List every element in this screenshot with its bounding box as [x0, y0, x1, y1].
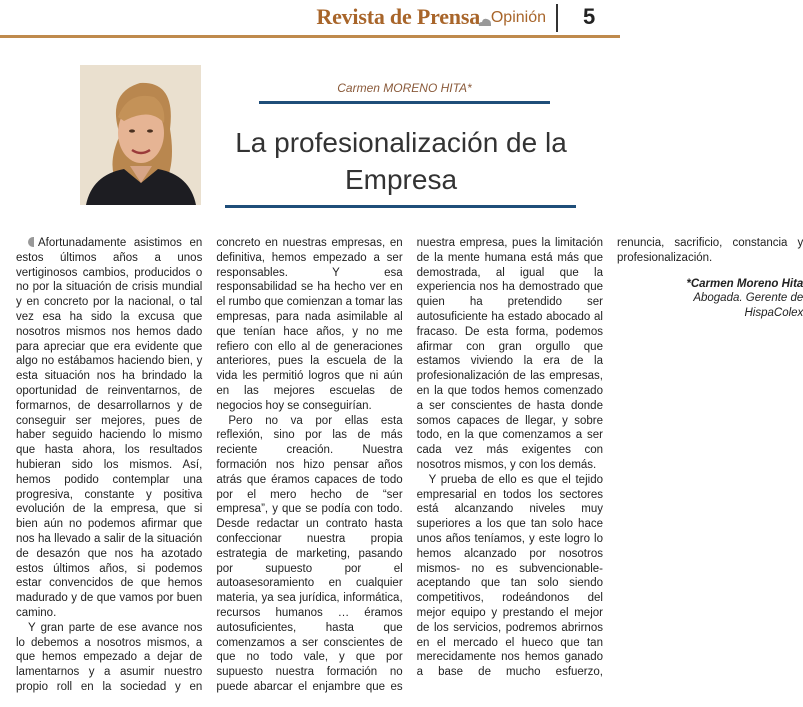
paragraph: Y gran parte de ese avance nos lo debemos a nosotros mismos, a que hemos empezado a dejar de lamentarnos y a asumir nuestro propio roll en la sociedad y en concreto en nuestras empresas, en definitiva, hemos empezado a ser responsables. Y esa responsabilidad se ha hecho ver en el rumbo que comienzan a tomar las empresas, para nada asimilable al que tenían hace años, y no me refiero con ello al de generaciones anteriores, pues la escuela de la vida les permitió logros que ni aún en las mejores escuelas de negocios hoy se conseguirían. [16, 237, 403, 693]
paragraph: Afortunadamente asistimos en estos últimos años a unos vertiginosos cambios, producidos o no por la situación de crisis mundial y en concreto por la nacional, o tal vez esa ha sido la excusa que nosotros mismos nos hemos dado para apreciar que era evidente que algo no estábamos haciendo bien, y esta situación nos ha brindado la oportunidad de reinventarnos, de formarnos, de desarrollarnos y de conseguir ser mejores, pues de haber seguido haciendo lo mismo que hasta ahora, los resultados hubieran sido los mismos. Así, hemos podido contemplar una progresiva, constante y positiva evolución de la empresa, que si bien aún no podemos afirmar que nos ha llevado a salir de la situación de desazón que nos ha azotado estos últimos años, si podemos estar convencidos de que hemos madurado y de que vamos por buen camino. [16, 237, 203, 619]
author-signature [617, 277, 803, 321]
magazine-title: Revista de Prensa [316, 4, 480, 29]
author-photo [80, 65, 201, 205]
page-header [0, 0, 620, 38]
paragraph: Pero no va por ellas esta reflexión, sino por las de más reciente creación. Nuestra formación nos hizo pensar años atrás que éramos capaces de todo por el mero hecho de “ser empresa”, y que se podía con todo. Desde redactar un contrato hasta confeccionar nuestra propia estrategia de marketing, pasando por supuesto por el autoasesoramiento en cualquier materia, ya sea jurídica, informática, recursos humanos … éramos autosuficientes, hasta que comenzamos a ser conscientes de que no todo vale, y que por supuesto nuestra formación no puede abarcar el enjambre que es nuestra empresa, pues la limitación de la mente humana está más que demostrada, al igual que la experiencia nos ha demostrado que quien ha pretendido ser autosuficiente ha estado abocado al fracaso. De esta forma, podemos afirmar con gran orgullo que estamos viviendo la era de la profesionalización de las empresas, en la que todos hemos comenzado a ser conscientes de hasta donde somos capaces de llegar, y sobre todo, en la que comenzamos a ser cada vez más exigentes con nosotros mismos, y con los demás. [216, 237, 603, 693]
page-number: 5 [583, 4, 596, 29]
article-body [16, 236, 803, 696]
title-rule-bottom [225, 205, 576, 208]
header-separator [556, 4, 558, 32]
paragraph: Y prueba de ello es que el tejido empresarial en todos los sectores está alcanzando niveles muy superiores a los que tan solo hace unos años teníamos, y este logro lo hemos alcanzado por nosotros mismos- no es subvencionable- aceptando que tan solo siendo competitivos, rodeándonos del mejor equipo y prestando el mejor de los servicios, podremos abrirnos en el mercado el hueco que tan merecidamente nos hemos ganado a base de mucho esfuerzo, renuncia, sacrificio, constancia y profesionalización. [416, 237, 803, 679]
title-rule-top [259, 101, 550, 104]
signature-company: HispaColex [744, 307, 803, 320]
signature-role: Abogada. Gerente de [693, 292, 803, 305]
author-byline: Carmen MORENO HITA* [337, 81, 472, 95]
section-label: Opinión [490, 9, 546, 26]
signature-name: *Carmen Moreno Hita [686, 277, 803, 290]
header-rule [0, 35, 620, 38]
article-title: La profesionalización de la Empresa [235, 127, 567, 195]
paragraph-marker-icon [28, 237, 34, 247]
